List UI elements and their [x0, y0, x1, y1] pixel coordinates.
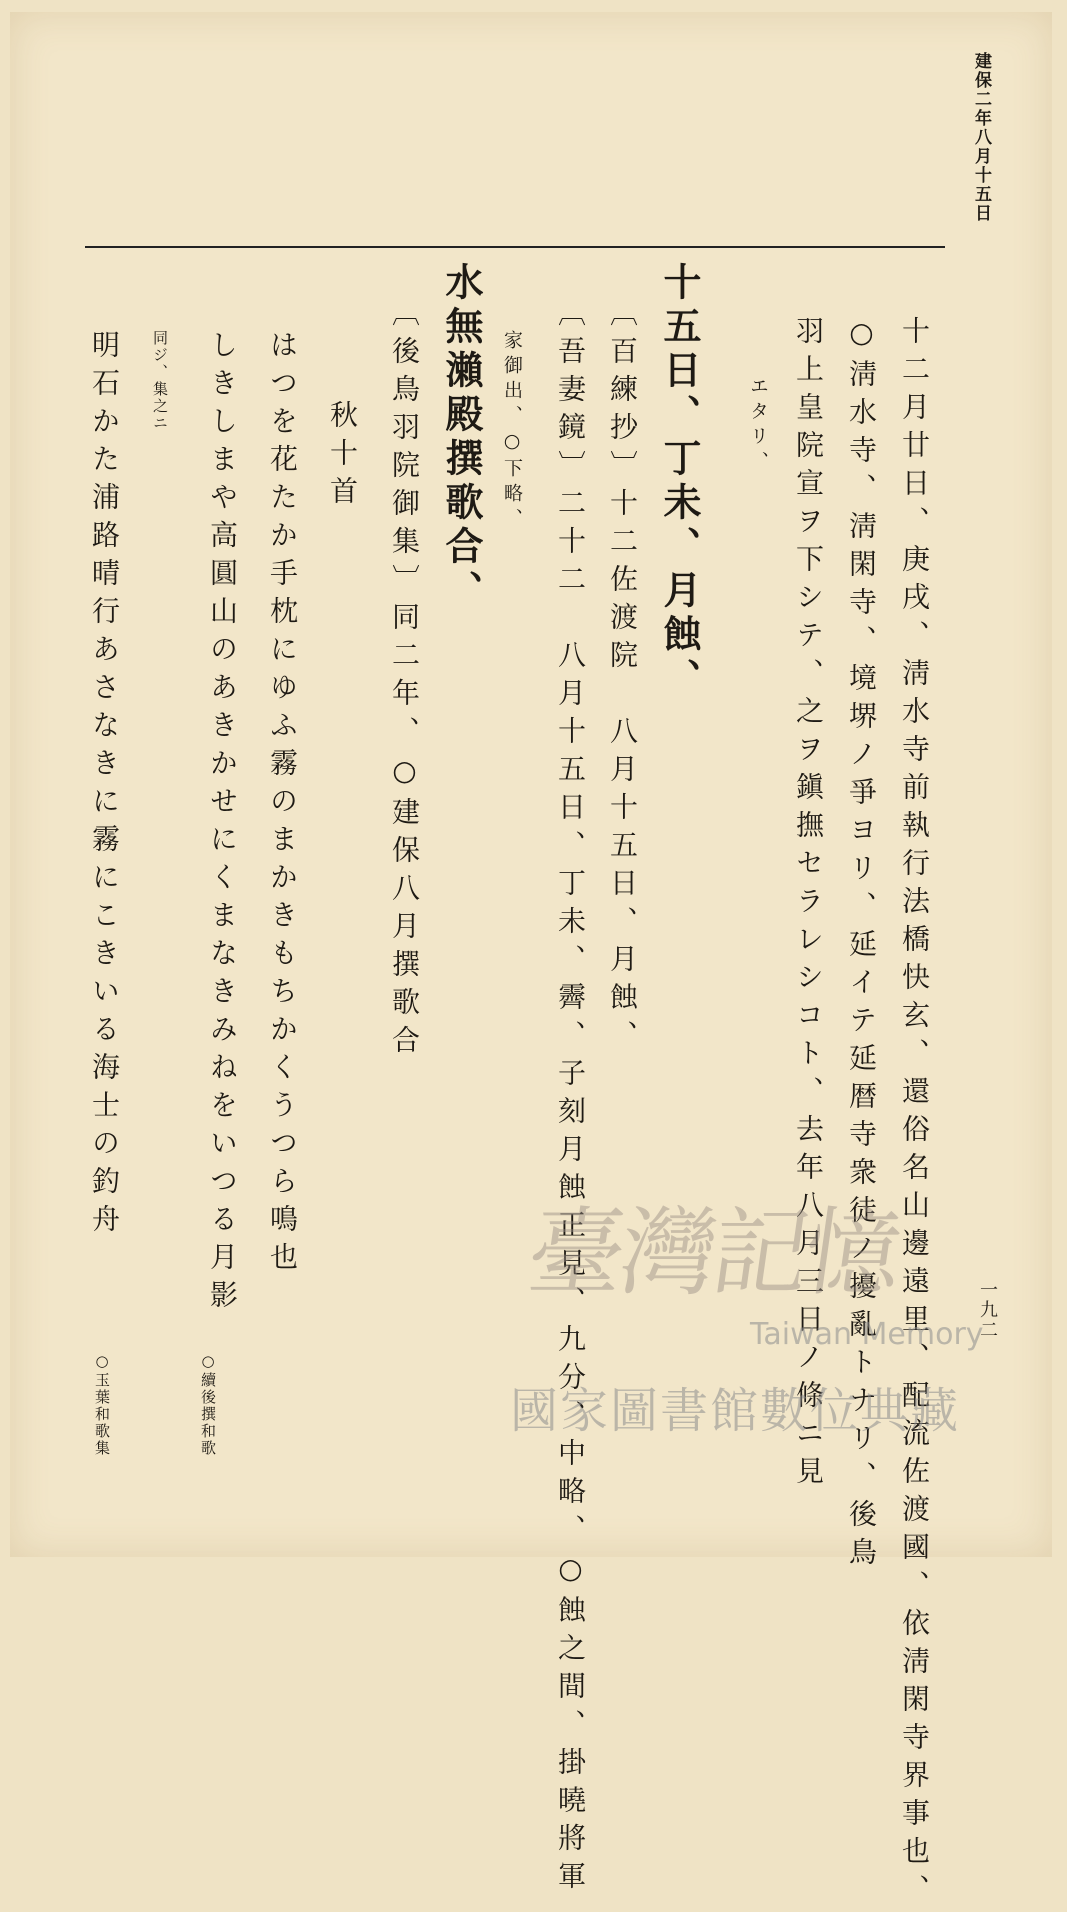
header-rule — [85, 246, 945, 248]
heading-utaawase: 水無瀨殿撰歌合、 — [439, 262, 484, 614]
poem-1: はつを花たか手枕にゆふ霧のまかきもちかくうつら鳴也 — [266, 330, 299, 1280]
entry-line-1: 十二月廿日、庚戌、淸水寺前執行法橋快玄、還俗名山邊遠里、配流佐渡國、依淸閑寺界事也、 — [898, 316, 931, 1912]
poem-note: 同ジ、集之ニ — [151, 330, 169, 432]
source-hyakurensho: 〔百練抄〕十二佐渡院 八月十五日、月蝕、 — [606, 298, 639, 1058]
source-azuma-kagami: 〔吾妻鏡〕二十二 八月十五日、丁未、霽、子刻月蝕正見、九分、中略、○蝕之間、掛曉將軍 — [554, 298, 587, 1899]
book-page — [10, 12, 1052, 1912]
source-continuation: 家御出、○下略、 — [501, 330, 523, 533]
heading-15th: 十五日、丁未、月蝕、 — [657, 262, 702, 702]
page-number: 一九二 — [977, 1280, 998, 1340]
watermark-english: Taiwan Memory — [750, 1317, 984, 1352]
poem-2: しきしまや高圓山のあきかせにくまなきみねをいつる月影 — [206, 330, 239, 1318]
poem-title: 秋十首 — [326, 400, 359, 514]
entry-line-2: ○淸水寺、淸閑寺、境堺ノ爭ヨリ、延イテ延暦寺衆徒ノ擾亂トナリ、後鳥 — [845, 316, 878, 1575]
watermark-calligraphy: 臺灣記憶 — [521, 1197, 905, 1309]
note-zoku-gosen: ○續後撰和歌 — [199, 1352, 217, 1457]
running-title: 建保二年八月十五日 — [971, 52, 991, 223]
poem-3: 明石かた浦路晴行あさなきに霧にこきいる海士の釣舟 — [88, 330, 121, 1242]
note-gyokuyo: ○玉葉和歌集 — [93, 1352, 111, 1457]
entry-line-3: 羽上皇院宣ヲ下シテ、之ヲ鎭撫セラレシコト、去年八月三日ノ條ニ見 — [792, 316, 825, 1494]
entry-line-4: エタリ、 — [747, 376, 769, 476]
watermark-library: 國家圖書館數位典藏 — [510, 1383, 961, 1439]
source-gotoba-shu: 〔後鳥羽院御集〕同二年、○建保八月撰歌合 — [388, 298, 421, 1063]
